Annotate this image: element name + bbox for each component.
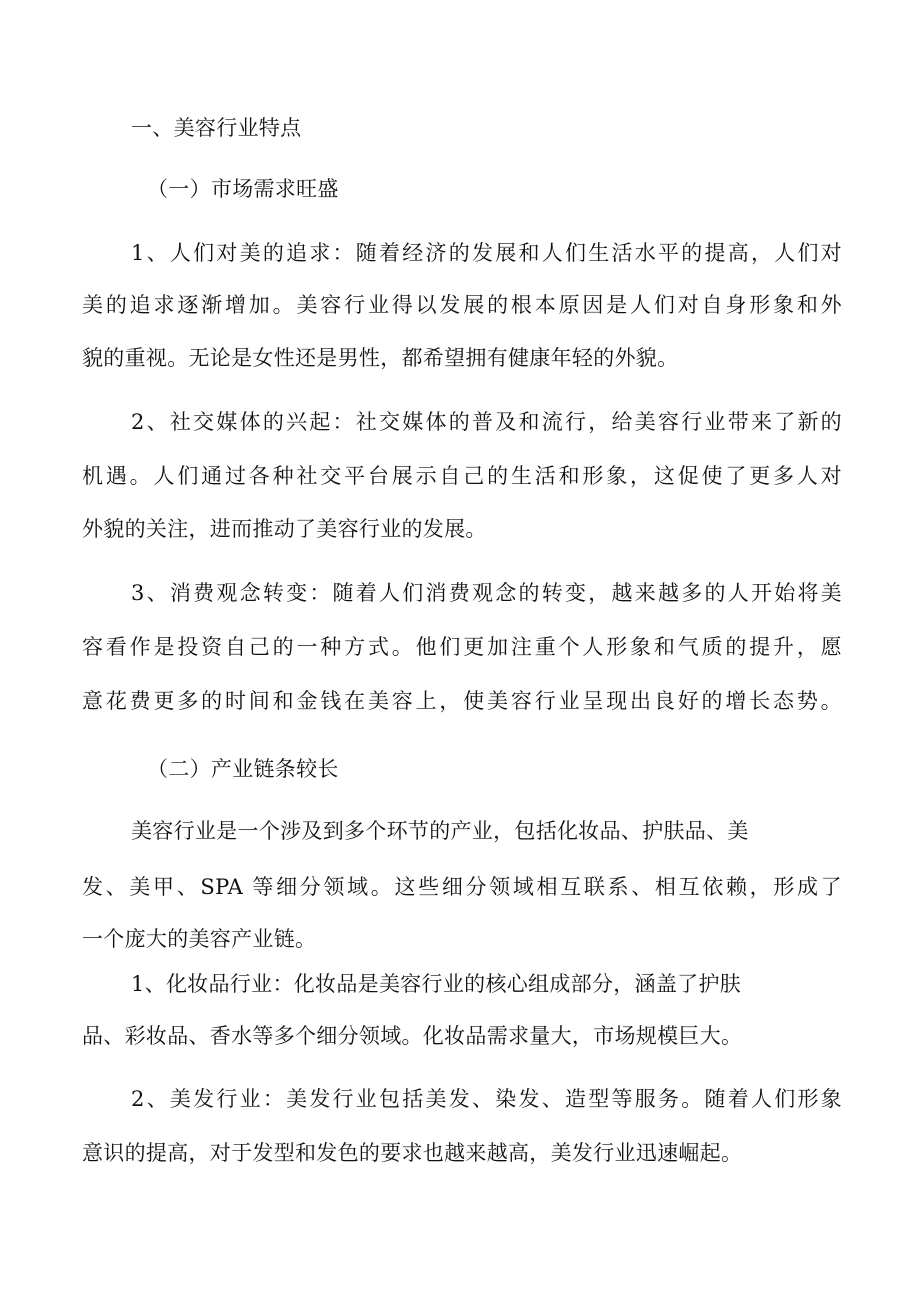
- subsection-heading: （一）市场需求旺盛: [147, 177, 339, 201]
- paragraph-line: 1、化妆品行业：化妆品是美容行业的核心组成部分，涵盖了护肤: [131, 972, 742, 996]
- paragraph-line: 美容行业是一个涉及到多个环节的产业，包括化妆品、护肤品、美: [131, 819, 749, 843]
- paragraph-line: 一个庞大的美容产业链。: [82, 927, 317, 951]
- paragraph-line: 外貌的关注，进而推动了美容行业的发展。: [82, 517, 487, 541]
- subsection-heading: （二）产业链条较长: [147, 757, 339, 781]
- paragraph-line: 发、美甲、SPA 等细分领域。这些细分领域相互联系、相互依赖，形成了: [82, 875, 842, 899]
- paragraph-line: 美的追求逐渐增加。美容行业得以发展的根本原因是人们对自身形象和外: [82, 293, 842, 317]
- paragraph-line: 3、消费观念转变：随着人们消费观念的转变，越来越多的人开始将美: [131, 581, 842, 605]
- paragraph-line: 容看作是投资自己的一种方式。他们更加注重个人形象和气质的提升，愿: [82, 635, 842, 659]
- section-heading: 一、美容行业特点: [131, 116, 302, 140]
- paragraph-line: 品、彩妆品、香水等多个细分领域。化妆品需求量大，市场规模巨大。: [82, 1024, 743, 1048]
- paragraph-line: 意识的提高，对于发型和发色的要求也越来越高，美发行业迅速崛起。: [82, 1141, 743, 1165]
- paragraph-line: 貌的重视。无论是女性还是男性，都希望拥有健康年轻的外貌。: [82, 346, 679, 370]
- paragraph-line: 2、美发行业：美发行业包括美发、染发、造型等服务。随着人们形象: [131, 1087, 842, 1111]
- paragraph-line: 2、社交媒体的兴起：社交媒体的普及和流行，给美容行业带来了新的: [131, 410, 842, 434]
- paragraph-line: 意花费更多的时间和金钱在美容上，使美容行业呈现出良好的增长态势。: [82, 689, 842, 713]
- paragraph-line: 1、人们对美的追求：随着经济的发展和人们生活水平的提高，人们对: [131, 241, 842, 265]
- paragraph-line: 机遇。人们通过各种社交平台展示自己的生活和形象，这促使了更多人对: [82, 464, 842, 488]
